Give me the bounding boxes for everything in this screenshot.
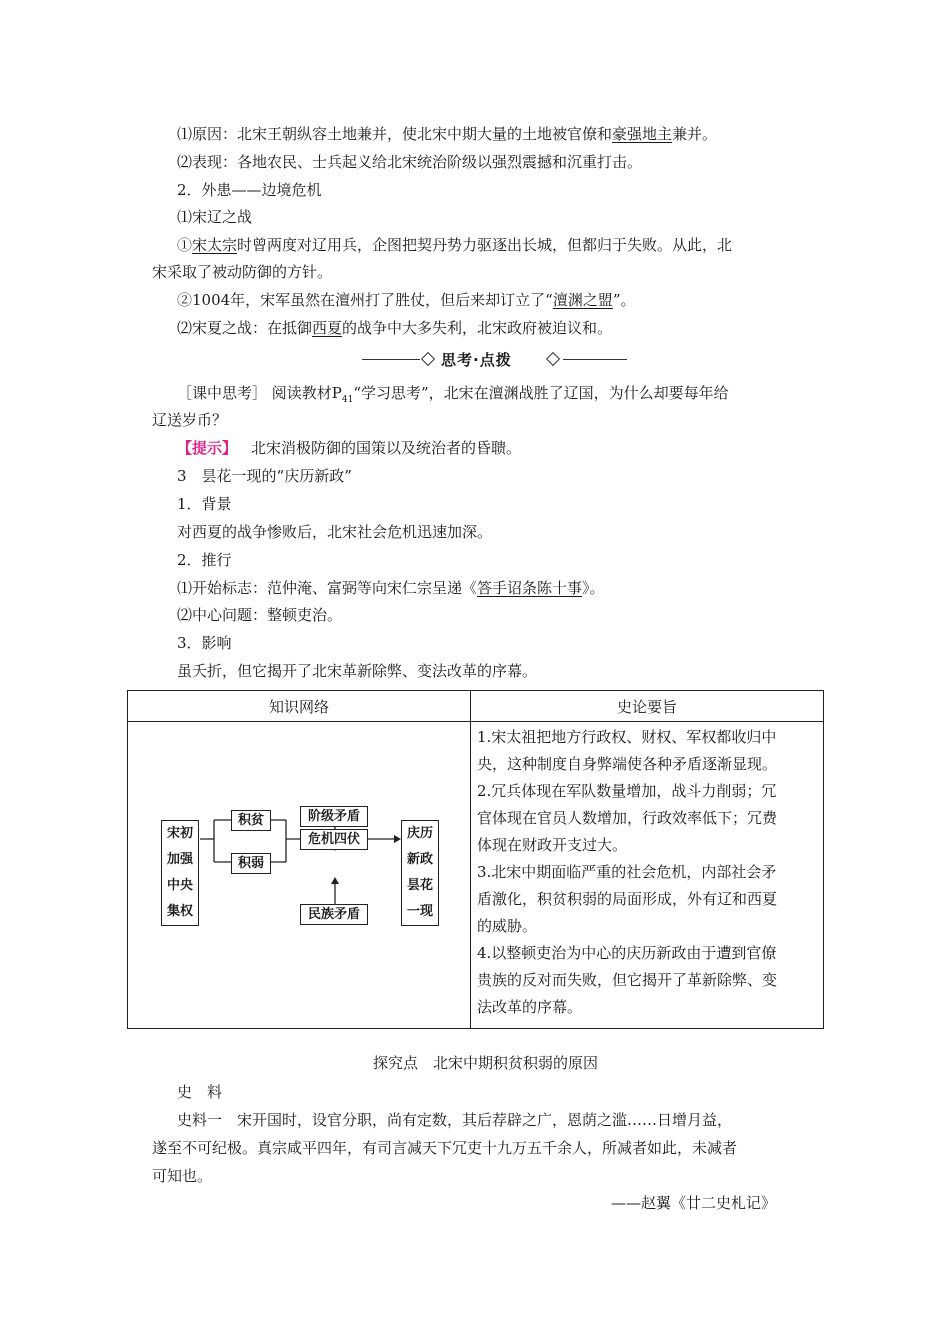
song-xia-line: ⑵宋夏之战：在抵御西夏的战争中大多失利，北宋政府被迫议和。 xyxy=(177,319,613,337)
jiruo-box: 积弱 xyxy=(231,853,271,874)
think-banner xyxy=(362,349,627,369)
underlined-term: 豪强地主 xyxy=(612,125,673,143)
underlined-term: 西夏 xyxy=(312,319,343,337)
network-diagram xyxy=(128,722,471,1029)
background-text: 对西夏的战争惨败后，北宋社会危机迅速加深。 xyxy=(177,523,493,541)
material-label: 史 料 xyxy=(177,1083,223,1101)
song-liao-line-1: ①宋太宗时曾两度对辽用兵，企图把契丹势力驱逐出长城，但都归于失败。从此，北 xyxy=(177,236,733,254)
left-box: 宋初 加强 中央 集权 xyxy=(161,820,199,926)
impact-text: 虽夭折，但它揭开了北宋革新除弊、变法改革的序幕。 xyxy=(177,662,538,680)
material-line-1: 史料一 宋开国时，设官分职，尚有定数，其后荐辟之广，恩荫之滥……日增月益， xyxy=(177,1111,733,1129)
table-header-network: 知识网络 xyxy=(128,691,471,722)
implement-focus: ⑵中心问题：整顿吏治。 xyxy=(177,606,343,624)
note-1: 1.宋太祖把地方行政权、财权、军权都收归中 央，这种制度自身弊端使各种矛盾逐渐显现。 xyxy=(477,728,778,773)
think-question: ［课中思考］ 阅读教材$P_{41}“$学习思考”，北宋在澶渊战胜了辽国，为什么却要每年给 xyxy=(177,384,729,405)
heading-background: 1．背景 xyxy=(177,495,232,513)
table-header-summary: 史论要旨 xyxy=(471,691,824,722)
knowledge-table xyxy=(127,690,824,1029)
song-liao-line-2: 宋采取了被动防御的方针。 xyxy=(152,263,333,281)
manifestation-line: ⑵表现：各地农民、士兵起义给北宋统治阶级以强烈震撼和沉重打击。 xyxy=(177,153,643,171)
diamond-icon xyxy=(546,352,560,366)
tip-line: 【提示】 北宋消极防御的国策以及统治者的昏聩。 xyxy=(177,439,522,457)
underlined-term: 答手诏条陈十事 xyxy=(477,579,583,597)
top-box: 阶级矛盾 xyxy=(300,806,368,827)
note-2: 2.冗兵体现在军队数量增加，战斗力削弱；冗 官体现在官员人数增加，行政效率低下；冗费 体现在财政开支过大。 xyxy=(477,782,778,854)
subheading-song-liao: ⑴宋辽之战 xyxy=(177,208,253,226)
heading-impact: 3．影响 xyxy=(177,634,232,652)
diamond-icon xyxy=(421,352,435,366)
section-title: 3 昙花一现的“庆历新政” xyxy=(177,467,352,485)
tip-label: 【提示】 xyxy=(177,439,238,457)
right-box: 庆历 新政 昙花 一现 xyxy=(401,820,439,926)
jipin-box: 积贫 xyxy=(231,810,271,831)
heading-implement: 2．推行 xyxy=(177,551,232,569)
think-question-cont: 辽送岁币？ xyxy=(152,411,228,429)
reason-line: ⑴原因：北宋王朝纵容土地兼并，使北宋中期大量的土地被官僚和豪强地主兼并。 xyxy=(177,125,718,143)
center-box: 危机四伏 xyxy=(300,829,368,850)
banner-title: 思考·点拨 xyxy=(441,351,512,369)
material-line-2: 遂至不可纪极。真宗咸平四年，有司言减天下冗吏十九万五千余人，所减者如此，未减者 xyxy=(152,1139,738,1157)
implement-start: ⑴开始标志：范仲淹、富弼等向宋仁宗呈递《答手诏条陈十事》。 xyxy=(177,579,605,597)
inquiry-title: 探究点 北宋中期积贫积弱的原因 xyxy=(373,1054,599,1072)
chanyuan-line: ②1004年，宋军虽然在澶州打了胜仗，但后来却订立了“澶渊之盟”。 xyxy=(177,291,636,309)
banner-rule-right xyxy=(563,359,627,360)
underlined-term: 宋太宗 xyxy=(192,236,238,254)
banner-rule-left xyxy=(362,359,420,360)
note-4: 4.以整顿吏治为中心的庆历新政由于遭到官僚 贵族的反对而失败，但它揭开了革新除弊、变 法改革的序幕。 xyxy=(477,944,778,1016)
heading-external: 2．外患——边境危机 xyxy=(177,181,322,199)
material-line-3: 可知也。 xyxy=(152,1167,213,1185)
underlined-term: 澶渊之盟 xyxy=(552,291,613,309)
note-3: 3.北宋中期面临严重的社会危机，内部社会矛 盾激化，积贫积弱的局面形成，外有辽和西夏 的威胁。 xyxy=(477,863,778,935)
summary-notes xyxy=(471,722,824,1029)
bottom-box: 民族矛盾 xyxy=(300,904,368,925)
material-source: ——赵翼《廿二史札记》 xyxy=(611,1194,777,1212)
